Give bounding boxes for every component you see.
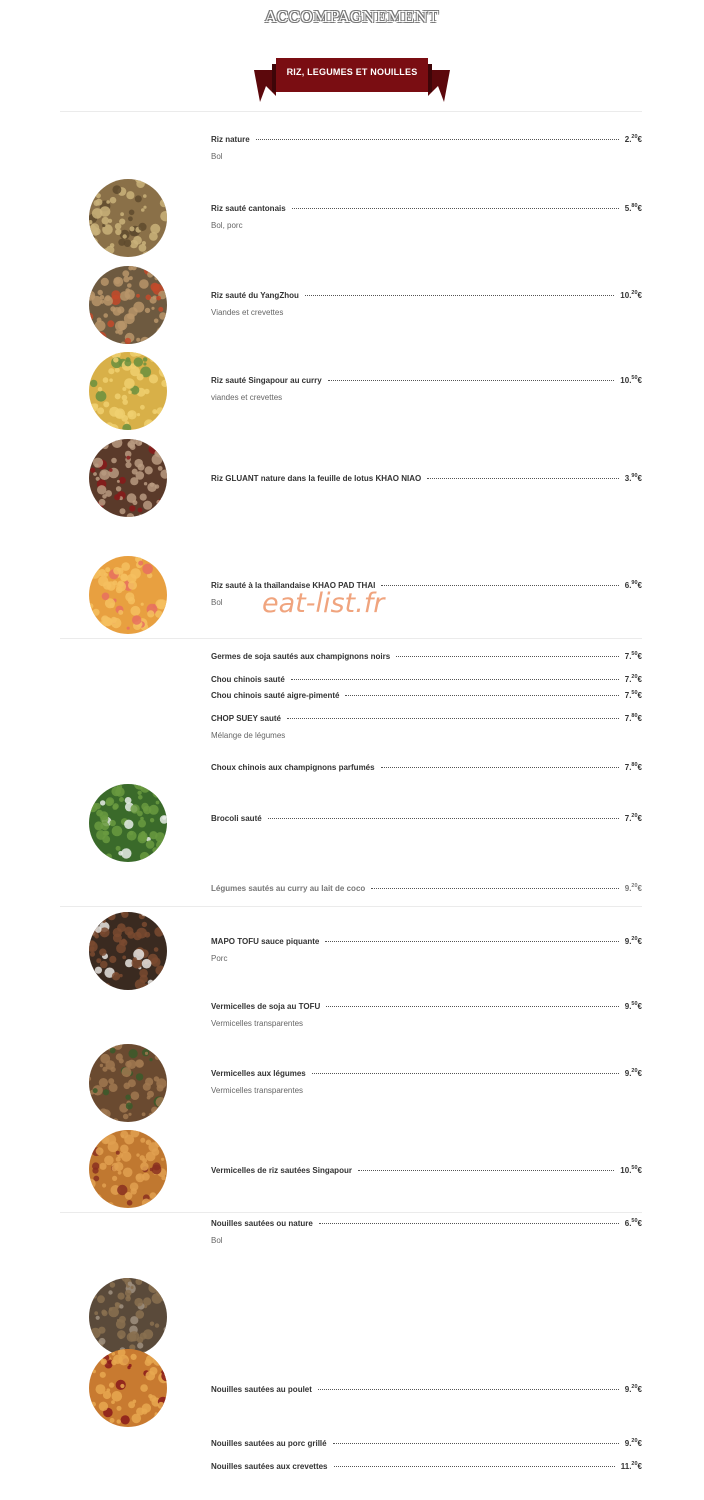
menu-item-row	[211, 373, 642, 386]
item-price	[625, 711, 642, 724]
menu-item	[211, 373, 642, 403]
dot-leader	[396, 656, 619, 657]
menu-item	[211, 672, 642, 685]
menu-item-row	[211, 649, 642, 662]
price-units: 3.	[624, 474, 632, 483]
price-currency: €	[637, 1166, 642, 1175]
price-currency: €	[637, 1439, 642, 1448]
item-description: Mélange de légumes	[211, 731, 286, 740]
item-name: Vermicelles de soja au TOFU	[211, 1002, 321, 1011]
price-units: 9.	[624, 937, 632, 946]
price-cents: 20	[631, 1461, 638, 1467]
item-price	[625, 1066, 642, 1079]
price-units: 7.	[624, 714, 632, 723]
divider	[60, 1212, 642, 1213]
dot-leader	[345, 695, 618, 696]
price-units: 7.	[624, 652, 632, 661]
item-name: Nouilles sautées aux crevettes	[211, 1462, 328, 1471]
menu-item	[211, 201, 642, 231]
item-name: Nouilles sautées au porc grillé	[211, 1439, 327, 1448]
menu-item-row	[211, 288, 642, 301]
item-name: Chou chinois sauté	[211, 675, 285, 684]
section-ribbon-label: RIZ, LEGUMES ET NOUILLES	[286, 67, 418, 77]
menu-item	[211, 811, 642, 824]
menu-item	[211, 1066, 642, 1096]
price-currency: €	[637, 376, 642, 385]
item-description: Porc	[211, 954, 228, 963]
menu-item	[211, 1436, 642, 1449]
price-units: 7.	[624, 763, 632, 772]
menu-item-row	[211, 672, 642, 685]
price-currency: €	[637, 1462, 642, 1471]
menu-item-row	[211, 934, 642, 947]
price-units: 9.	[624, 884, 632, 893]
item-price	[620, 373, 642, 386]
item-description: Bol, porc	[211, 221, 243, 230]
vegetable-vermicelli-photo	[89, 1044, 167, 1122]
price-currency: €	[637, 675, 642, 684]
price-currency: €	[637, 814, 642, 823]
price-units: 7.	[624, 814, 632, 823]
price-cents: 20	[631, 290, 638, 296]
menu-item	[211, 934, 642, 964]
item-name: Riz sauté cantonais	[211, 204, 286, 213]
menu-item	[211, 471, 642, 484]
dot-leader	[381, 585, 618, 586]
menu-item-row	[211, 201, 642, 214]
dot-leader	[268, 818, 619, 819]
item-price	[620, 1163, 642, 1176]
item-description: Vermicelles transparentes	[211, 1019, 304, 1028]
price-cents: 80	[631, 762, 638, 768]
dot-leader	[328, 380, 615, 381]
menu-item	[211, 999, 642, 1029]
price-units: 9.	[624, 1439, 632, 1448]
price-currency: €	[637, 763, 642, 772]
price-cents: 20	[631, 134, 638, 140]
item-name: Nouilles sautées ou nature	[211, 1219, 313, 1228]
dot-leader	[333, 1443, 619, 1444]
divider	[60, 906, 642, 907]
item-price	[625, 1436, 642, 1449]
sticky-rice-lotus-leaf-photo	[89, 439, 167, 517]
price-cents: 20	[631, 936, 638, 942]
menu-item-row	[211, 881, 642, 894]
item-name: Riz sauté à la thaïlandaise KHAO PAD THAI	[211, 581, 376, 590]
fried-rice-yangzhou-photo	[89, 266, 167, 344]
price-currency: €	[637, 474, 642, 483]
divider	[60, 638, 642, 639]
dot-leader	[292, 208, 619, 209]
price-units: 5.	[624, 204, 632, 213]
price-currency: €	[637, 291, 642, 300]
divider	[60, 111, 642, 112]
price-currency: €	[637, 884, 642, 893]
item-price	[625, 1382, 642, 1395]
menu-item-row	[211, 711, 642, 724]
price-cents: 50	[631, 375, 638, 381]
item-price	[625, 881, 642, 894]
section-ribbon	[254, 56, 450, 102]
menu-item-row	[211, 1216, 642, 1229]
item-description: Bol	[211, 152, 223, 161]
item-name: Choux chinois aux champignons parfumés	[211, 763, 375, 772]
dot-leader	[287, 718, 619, 719]
item-price	[621, 1459, 642, 1472]
item-price	[625, 132, 642, 145]
item-price	[625, 999, 642, 1012]
item-price	[625, 934, 642, 947]
dot-leader	[334, 1466, 615, 1467]
price-cents: 20	[631, 813, 638, 819]
item-name: Germes de soja sautés aux champignons noirs	[211, 652, 391, 661]
dot-leader	[358, 1170, 614, 1171]
item-name: Riz GLUANT nature dans la feuille de lotus KHAO NIAO	[211, 474, 422, 483]
item-price	[620, 288, 642, 301]
item-name: CHOP SUEY sauté	[211, 714, 281, 723]
chicken-fried-noodles-photo	[89, 1349, 167, 1427]
mapo-tofu-photo	[89, 912, 167, 990]
item-price	[625, 471, 642, 484]
item-name: Riz nature	[211, 135, 250, 144]
thai-fried-rice-photo	[89, 556, 167, 634]
price-currency: €	[637, 1069, 642, 1078]
price-units: 6.	[624, 581, 632, 590]
menu-item-row	[211, 999, 642, 1012]
price-cents: 50	[631, 651, 638, 657]
dot-leader	[325, 941, 618, 942]
price-currency: €	[637, 937, 642, 946]
item-description: Bol	[211, 598, 223, 607]
menu-item-row	[211, 1382, 642, 1395]
dot-leader	[312, 1073, 619, 1074]
dot-leader	[256, 139, 619, 140]
price-currency: €	[637, 1002, 642, 1011]
item-price	[625, 201, 642, 214]
price-units: 11.	[620, 1462, 632, 1471]
price-units: 10.	[620, 291, 632, 300]
menu-item	[211, 881, 642, 894]
price-currency: €	[637, 1219, 642, 1228]
item-description: viandes et crevettes	[211, 393, 283, 402]
menu-item-row	[211, 1459, 642, 1472]
item-name: Nouilles sautées au poulet	[211, 1385, 312, 1394]
sauteed-broccoli-photo	[89, 784, 167, 862]
dot-leader	[305, 295, 614, 296]
item-price	[625, 649, 642, 662]
menu-item	[211, 1459, 642, 1472]
price-units: 9.	[624, 1002, 632, 1011]
menu-item	[211, 288, 642, 318]
price-cents: 80	[631, 203, 638, 209]
menu-item-row	[211, 1436, 642, 1449]
menu-item	[211, 1163, 642, 1176]
price-cents: 20	[631, 1438, 638, 1444]
price-units: 7.	[624, 675, 632, 684]
dot-leader	[318, 1389, 619, 1390]
dot-leader	[427, 478, 619, 479]
menu-item	[211, 688, 642, 701]
singapore-rice-vermicelli-photo	[89, 1130, 167, 1208]
price-units: 9.	[624, 1069, 632, 1078]
item-name: Chou chinois sauté aigre-pimenté	[211, 691, 340, 700]
price-cents: 20	[631, 674, 638, 680]
price-currency: €	[637, 691, 642, 700]
price-cents: 90	[631, 473, 638, 479]
item-price	[625, 1216, 642, 1229]
item-description: Viandes et crevettes	[211, 308, 284, 317]
price-cents: 20	[631, 1384, 638, 1390]
price-cents: 50	[631, 1218, 638, 1224]
fried-noodles-photo	[89, 1278, 167, 1356]
menu-item-row	[211, 1163, 642, 1176]
price-currency: €	[637, 135, 642, 144]
price-cents: 50	[631, 1001, 638, 1007]
price-currency: €	[637, 1385, 642, 1394]
menu-item-row	[211, 811, 642, 824]
price-currency: €	[637, 204, 642, 213]
price-units: 7.	[624, 691, 632, 700]
dot-leader	[371, 888, 618, 889]
item-price	[625, 760, 642, 773]
menu-item	[211, 649, 642, 662]
dot-leader	[381, 767, 619, 768]
watermark: eat-list.fr	[262, 588, 385, 619]
dot-leader	[319, 1223, 619, 1224]
page-title: ACCOMPAGNEMENT	[265, 8, 439, 26]
price-cents: 90	[631, 580, 638, 586]
dot-leader	[291, 679, 619, 680]
price-cents: 20	[631, 1068, 638, 1074]
item-price	[625, 672, 642, 685]
item-name: Riz sauté du YangZhou	[211, 291, 299, 300]
item-description: Vermicelles transparentes	[211, 1086, 304, 1095]
price-units: 10.	[620, 1166, 632, 1175]
fried-rice-singapore-curry-photo	[89, 352, 167, 430]
menu-item	[211, 1382, 642, 1395]
price-cents: 80	[631, 713, 638, 719]
price-currency: €	[637, 581, 642, 590]
price-units: 10.	[620, 376, 632, 385]
item-name: MAPO TOFU sauce piquante	[211, 937, 320, 946]
menu-item-row	[211, 688, 642, 701]
menu-item	[211, 132, 642, 162]
item-name: Légumes sautés au curry au lait de coco	[211, 884, 366, 893]
price-units: 2.	[624, 135, 632, 144]
item-name: Riz sauté Singapour au curry	[211, 376, 322, 385]
fried-rice-cantonese-photo	[89, 179, 167, 257]
price-cents: 50	[631, 1165, 638, 1171]
price-currency: €	[637, 652, 642, 661]
menu-item	[211, 760, 642, 773]
item-price	[625, 688, 642, 701]
price-cents: 50	[631, 690, 638, 696]
menu-item-row	[211, 471, 642, 484]
menu-item-row	[211, 132, 642, 145]
item-description: Bol	[211, 1236, 223, 1245]
item-name: Vermicelles aux légumes	[211, 1069, 306, 1078]
item-name: Vermicelles de riz sautées Singapour	[211, 1166, 352, 1175]
item-price	[625, 811, 642, 824]
price-cents: 20	[631, 883, 638, 889]
item-price	[625, 578, 642, 591]
menu-item	[211, 1216, 642, 1246]
item-name: Brocoli sauté	[211, 814, 262, 823]
menu-item-row	[211, 760, 642, 773]
menu-item	[211, 711, 642, 741]
price-currency: €	[637, 714, 642, 723]
price-units: 6.	[624, 1219, 632, 1228]
price-units: 9.	[624, 1385, 632, 1394]
dot-leader	[326, 1006, 619, 1007]
menu-item-row	[211, 1066, 642, 1079]
